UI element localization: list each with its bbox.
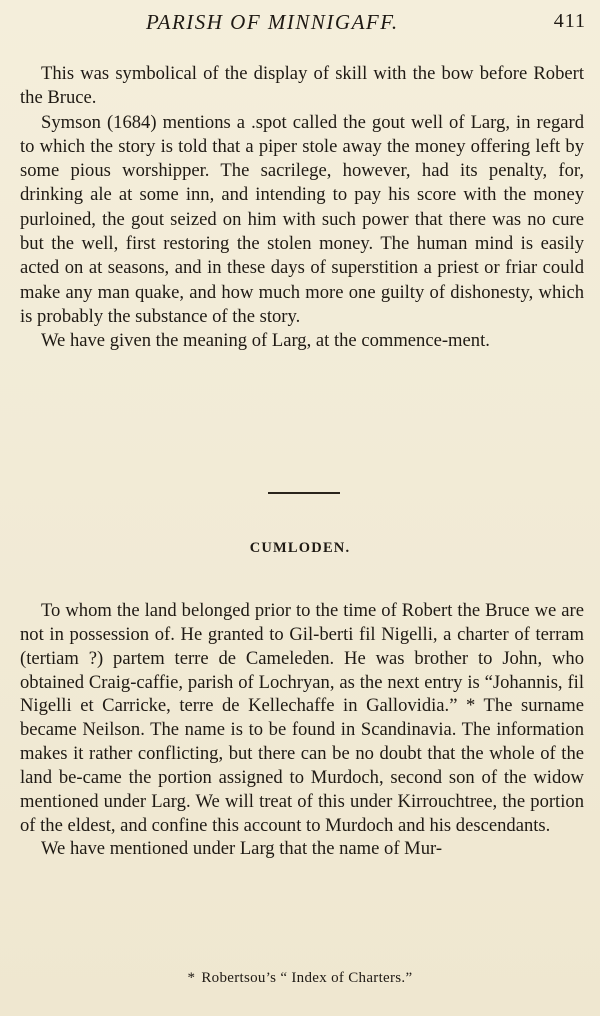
paragraph-larg-meaning: We have given the meaning of Larg, at the commence-ment. (41, 330, 490, 352)
section-divider (268, 492, 340, 494)
paragraph-bruce-symbolism: This was symbolical of the display of skill with the bow before Robert the Bruce. (20, 63, 584, 109)
page-number: 411 (553, 10, 586, 32)
footnote-marker: * (187, 970, 196, 986)
paragraph-murdoch-continuation: We have mentioned under Larg that the name of Mur- (41, 838, 443, 860)
footnote (0, 970, 600, 987)
larg-continuation (20, 62, 584, 354)
running-head (0, 10, 600, 40)
footnote-text: Robertsou’s “ Index of Charters.” (201, 970, 413, 986)
paragraph-cumloden-history: To whom the land belonged prior to the time of Robert the Bruce we are not in possession of. He granted to Gil-berti fil Nigelli, a charter of terram (tertiam ?) partem terre de Cameleden. He was brother to John, who obtained Craig-caffie, parish of Lochryan, as the next entry is “Johannis, fil Nigelli et Carricke, terre de Kellechaffe in Gallovidia.” * The surname became Neilson. The name is to be found in Scandinavia. The information makes it rather conflicting, but there can be no doubt that the whole of the land be-came the portion assigned to Murdoch, second son of the widow mentioned under Larg. We will treat of this under Kirrouchtree, the portion of the eldest, and confine this account to Murdoch and his descendants. (20, 600, 584, 836)
section-heading: CUMLODEN. (249, 540, 351, 556)
running-title: PARISH OF MINNIGAFF. (146, 10, 399, 34)
cumloden-section (20, 599, 584, 861)
paragraph-gout-well: Symson (1684) mentions a .spot called the gout well of Larg, in regard to which the story is told that a piper stole away the money offering left by some pious worshipper. The sacrilege, however, had its penalty, for, drinking ale at some inn, and intending to pay his score with the money purloined, the gout seized on him with such power that there was no cure but the well, first restoring the stolen money. The human mind is easily acted on at seasons, and in these days of superstition a priest or friar could make any man quake, and how much more one guilty of dishonesty, which is probably the substance of the story. (20, 111, 584, 327)
